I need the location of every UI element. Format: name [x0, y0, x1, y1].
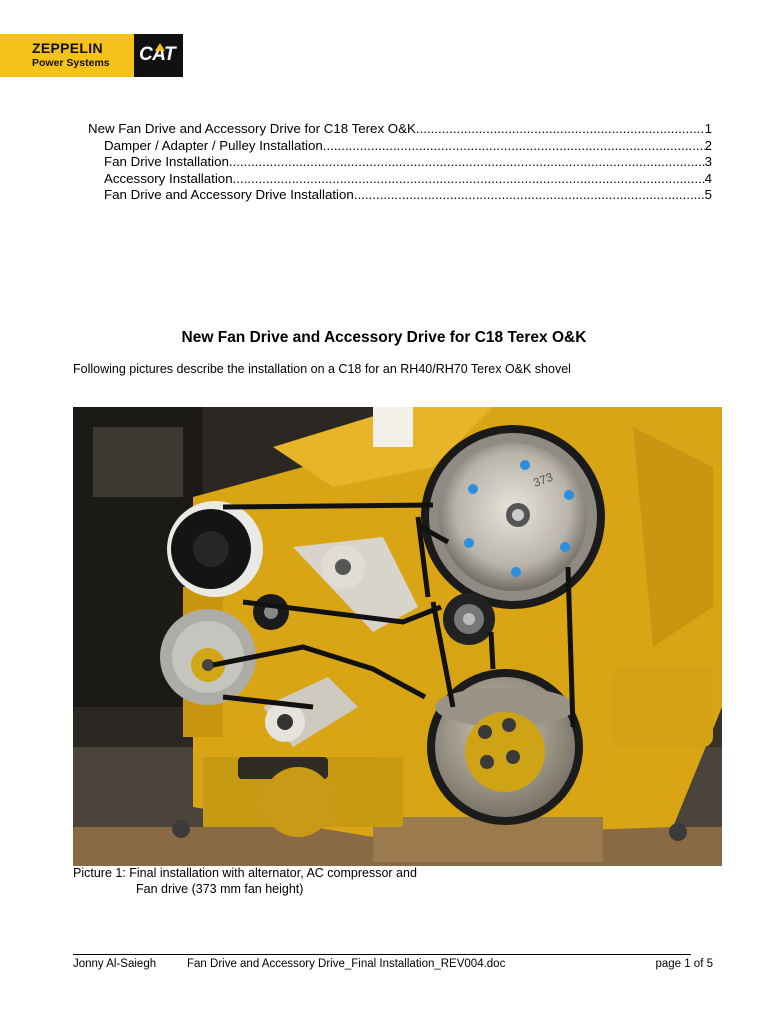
footer-filename: Fan Drive and Accessory Drive_Final Installation_REV004.doc: [187, 958, 506, 970]
cat-logo-block: [134, 34, 183, 77]
footer-divider: [73, 954, 691, 955]
zeppelin-logo-block: [0, 34, 134, 77]
toc-entry-text: Fan Drive Installation: [104, 154, 229, 169]
engine-photo-illustration: [73, 407, 722, 866]
toc-entry[interactable]: [88, 171, 712, 188]
photo-caption: [73, 866, 417, 897]
logo-brand: ZEPPELIN: [32, 40, 103, 56]
toc-dot-leader: [233, 171, 705, 188]
toc-dot-leader: [229, 154, 705, 171]
toc-entry-text: New Fan Drive and Accessory Drive for C18 Terex O&K: [88, 121, 416, 136]
toc-entry-text: Damper / Adapter / Pulley Installation: [104, 137, 323, 153]
footer-author: Jonny Al-Saiegh: [73, 958, 157, 970]
toc-entry-page: 3: [704, 154, 712, 169]
cat-logo-text: CAT: [139, 44, 176, 65]
caption-line-1: Picture 1: Final installation with alternator, AC compressor and: [73, 866, 417, 880]
toc-dot-leader: [416, 121, 705, 138]
toc-entry-page: 1: [704, 121, 712, 136]
toc-entry[interactable]: [88, 154, 712, 171]
footer-page-number: page 1 of 5: [655, 958, 713, 970]
toc-entry-page: 5: [704, 187, 712, 202]
toc-entry-page: 4: [704, 170, 712, 186]
section-title: New Fan Drive and Accessory Drive for C18 Terex O&K: [181, 329, 587, 346]
table-of-contents: [88, 121, 712, 204]
logo-division: Power Systems: [32, 57, 110, 69]
cat-triangle-icon: [155, 43, 165, 51]
pulley-marking: 373: [531, 469, 555, 490]
toc-entry[interactable]: [88, 138, 712, 155]
caption-line-2: Fan drive (373 mm fan height): [136, 881, 304, 896]
toc-entry-page: 2: [704, 137, 712, 153]
toc-entry[interactable]: [88, 121, 712, 138]
toc-entry-text: Accessory Installation: [104, 170, 233, 186]
zeppelin-cat-logo: [0, 34, 183, 77]
toc-dot-leader: [323, 138, 705, 155]
toc-dot-leader: [354, 187, 705, 204]
toc-entry-text: Fan Drive and Accessory Drive Installation: [104, 187, 354, 202]
engine-photo: [73, 407, 722, 866]
intro-paragraph: Following pictures describe the installation on a C18 for an RH40/RH70 Terex O&K shovel: [73, 362, 571, 376]
toc-entry[interactable]: [88, 187, 712, 204]
